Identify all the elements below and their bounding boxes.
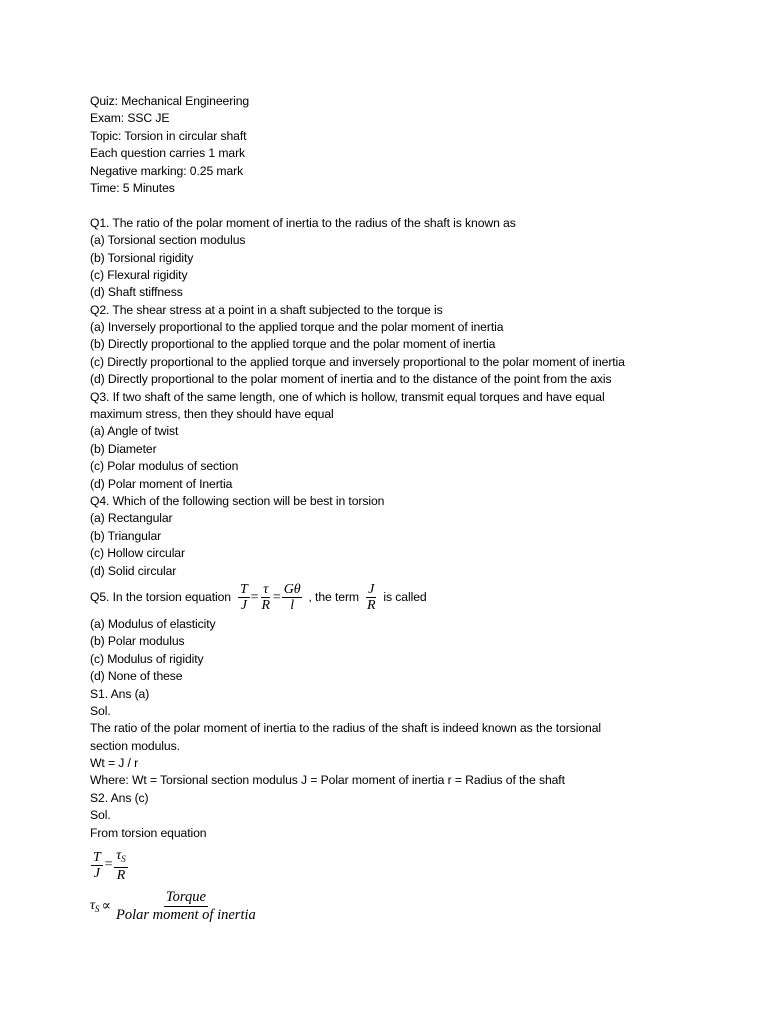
q1-option-b: (b) Torsional rigidity [90,250,194,265]
q5-mid: , the term [308,590,359,605]
s2-text: From torsion equation [90,825,207,840]
q1-option-d: (d) Shaft stiffness [90,285,183,300]
marks-label: Each question carries 1 mark [90,146,246,161]
q5-option-b: (b) Polar modulus [90,634,185,649]
spacer [90,197,690,214]
s1-sol-label: Sol. [90,703,111,718]
s1-answer: S1. Ans (a) [90,686,150,701]
torsion-equation-block [90,846,690,928]
q2-option-b: (b) Directly proportional to the applied torque and the polar moment of inertia [90,337,496,352]
exam-label: Exam: SSC JE [90,111,170,126]
eq-fraction-gtheta-over-l: $\frac{G\theta}{l}$ [283,582,301,614]
q1-option-a: (a) Torsional section modulus [90,233,246,248]
q2-option-c: (c) Directly proportional to the applied torque and inversely proportional to the polar moment of inertia [90,354,625,369]
q3-option-d: (d) Polar moment of Inertia [90,476,233,491]
tau-symbol: $\tau_S$ [90,898,100,915]
negative-marking-label: Negative marking: 0.25 mark [90,163,244,178]
q3-question-line1: Q3. If two shaft of the same length, one of which is hollow, transmit equal torques and have equal [90,389,605,404]
fraction-taus-over-r: $\frac{\tau_S}{R}$ [116,847,126,883]
q3-option-b: (b) Diameter [90,441,157,456]
q3-option-a: (a) Angle of twist [90,424,179,439]
proportional-symbol: ∝ [101,898,111,914]
time-label: Time: 5 Minutes [90,180,175,195]
s2-answer: S2. Ans (c) [90,790,149,805]
fraction-torque-over-polar-moment: $\frac{\text{Torque}}{\text{Polar moment of inertia}}$ [116,888,256,923]
q2-option-d: (d) Directly proportional to the polar moment of inertia and to the distance of the point from the axis [90,372,612,387]
equation-t-over-j-equals-tau-over-r: $\frac{T}{J}$ = $\frac{\tau_S}{R}$ [93,847,126,883]
q2-question: Q2. The shear stress at a point in a shaft subjected to the torque is [90,302,443,317]
term-fraction-j-over-r: $\frac{J}{R}$ [366,582,376,614]
s2-sol-label: Sol. [90,808,111,823]
q5-option-a: (a) Modulus of elasticity [90,616,216,631]
q5-option-d: (d) None of these [90,669,183,684]
q3-option-c: (c) Polar modulus of section [90,459,239,474]
q5-suffix: is called [383,590,427,605]
q3-question-line2: maximum stress, then they should have equal [90,407,334,422]
equation-proportionality [90,884,690,928]
q2-option-a: (a) Inversely proportional to the applied torque and the polar moment of inertia [90,320,504,335]
document-page [90,93,690,928]
eq-fraction-t-over-j: $\frac{T}{J}$ [239,582,248,614]
s1-text-line1: The ratio of the polar moment of inertia to the radius of the shaft is indeed known as the torsional [90,721,601,736]
q1-option-c: (c) Flexural rigidity [90,267,188,282]
q4-question: Q4. Which of the following section will be best in torsion [90,493,385,508]
s1-formula: Wt = J / r [90,756,139,771]
q4-option-d: (d) Solid circular [90,563,177,578]
s1-where: Where: Wt = Torsional section modulus J = Polar moment of inertia r = Radius of the shaft [90,773,565,788]
q4-option-c: (c) Hollow circular [90,546,185,561]
eq-fraction-tau-over-r: $\frac{\tau}{R}$ [261,582,270,614]
quiz-title: Quiz: Mechanical Engineering [90,94,250,108]
q5-question: Q5. In the torsion equation $\frac{T}{J}$ = $\frac{\tau}{R}$ = $\frac{G\theta}{l}$ , the term $\frac{J}{R}$ is called [90,582,427,614]
s1-text-line2: section modulus. [90,738,180,753]
q5-prefix: Q5. In the torsion equation [90,590,231,605]
q4-option-b: (b) Triangular [90,528,162,543]
q1-question: Q1. The ratio of the polar moment of inertia to the radius of the shaft is known as [90,215,516,230]
q5-option-c: (c) Modulus of rigidity [90,651,204,666]
q4-option-a: (a) Rectangular [90,511,173,526]
topic-label: Topic: Torsion in circular shaft [90,128,247,143]
fraction-t-over-j: $\frac{T}{J}$ [93,849,101,881]
